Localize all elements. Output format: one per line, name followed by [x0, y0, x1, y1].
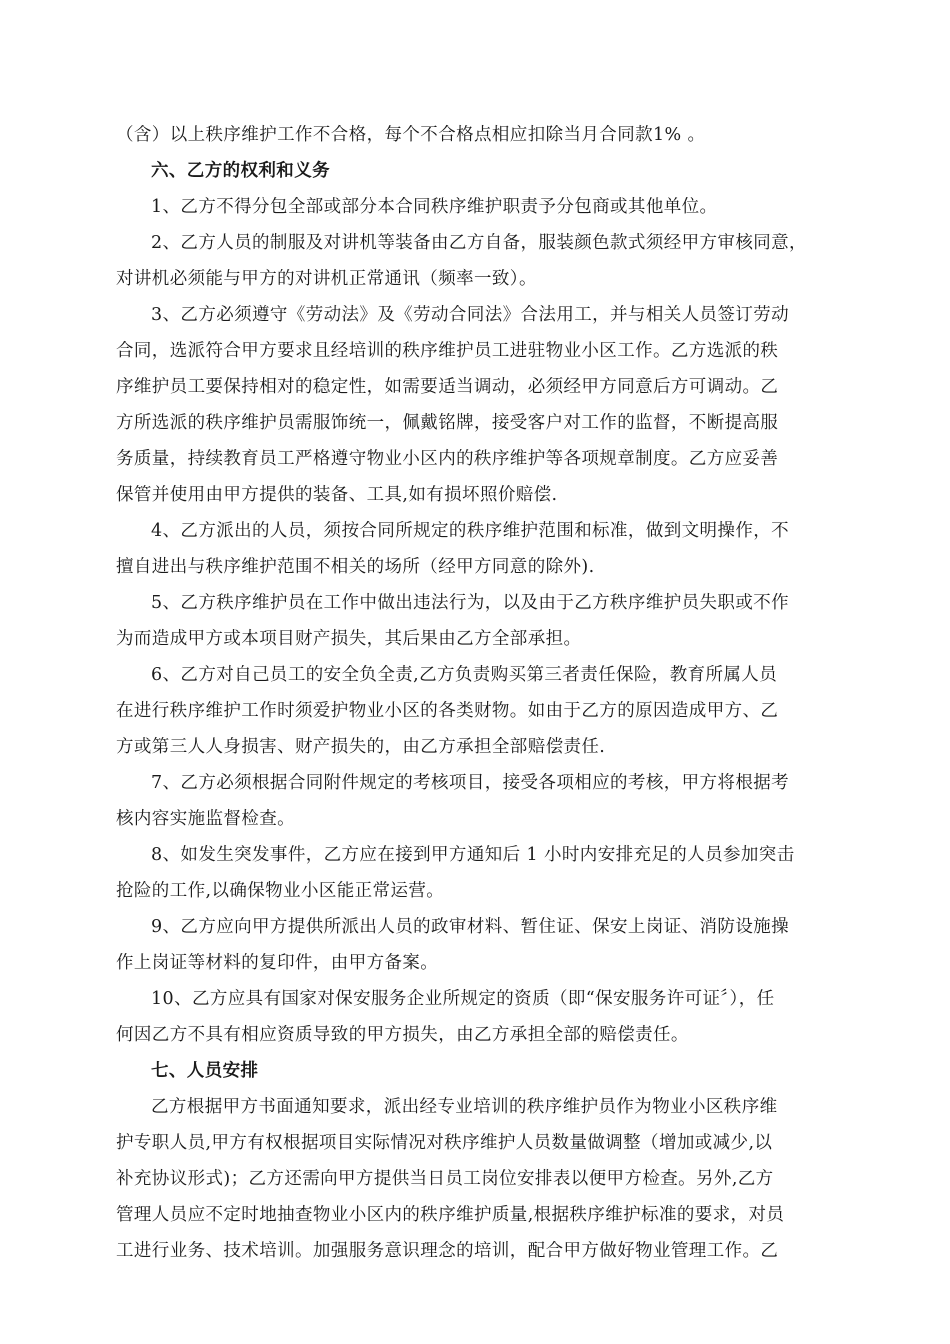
paragraph-line: 何因乙方不具有相应资质导致的甲方损失，由乙方承担全部的赔偿责任。: [116, 1025, 689, 1045]
paragraph-line: 在进行秩序维护工作时须爱护物业小区的各类财物。如由于乙方的原因造成甲方、乙: [116, 701, 779, 721]
paragraph-line: 工进行业务、技术培训。加强服务意识理念的培训，配合甲方做好物业管理工作。乙: [116, 1241, 779, 1261]
paragraph-line: 管理人员应不定时地抽查物业小区内的秩序维护质量,根据秩序维护标准的要求，对员: [116, 1205, 785, 1225]
document-body: [116, 117, 838, 1269]
paragraph-line: 5、乙方秩序维护员在工作中做出违法行为，以及由于乙方秩序维护员失职或不作: [151, 593, 790, 613]
section-heading: 六、乙方的权利和义务: [151, 161, 330, 181]
paragraph-line: 合同，选派符合甲方要求且经培训的秩序维护员工进驻物业小区工作。乙方选派的秩: [116, 341, 779, 361]
paragraph-line: 9、乙方应向甲方提供所派出人员的政审材料、暂住证、保安上岗证、消防设施操: [151, 917, 790, 937]
paragraph-line: 方或第三人人身损害、财产损失的，由乙方承担全部赔偿责任.: [116, 737, 606, 757]
paragraph-line: 7、乙方必须根据合同附件规定的考核项目，接受各项相应的考核，甲方将根据考: [151, 773, 790, 793]
paragraph-line: 擅自进出与秩序维护范围不相关的场所（经甲方同意的除外).: [116, 557, 595, 577]
paragraph-line: 1、乙方不得分包全部或部分本合同秩序维护职责予分包商或其他单位。: [151, 197, 718, 217]
paragraph-line: 乙方根据甲方书面通知要求，派出经专业培训的秩序维护员作为物业小区秩序维: [151, 1097, 778, 1117]
paragraph-line: 核内容实施监督检查。: [116, 809, 295, 829]
paragraph-line: 务质量，持续教育员工严格遵守物业小区内的秩序维护等各项规章制度。乙方应妥善: [116, 449, 779, 469]
paragraph-line: 护专职人员,甲方有权根据项目实际情况对秩序维护人员数量做调整（增加或减少,以: [116, 1133, 773, 1153]
paragraph-line: 2、乙方人员的制服及对讲机等装备由乙方自备，服装颜色款式须经甲方审核同意，: [151, 233, 807, 253]
section-heading: 七、人员安排: [151, 1061, 259, 1081]
paragraph-line: 6、乙方对自己员工的安全负全责,乙方负责购买第三者责任保险，教育所属人员: [151, 665, 778, 685]
paragraph-line: 保管并使用由甲方提供的装备、工具,如有损坏照价赔偿.: [116, 485, 558, 505]
paragraph-line: 对讲机必须能与甲方的对讲机正常通讯（频率一致）。: [116, 269, 537, 289]
paragraph-line: 3、乙方必须遵守《劳动法》及《劳动合同法》合法用工，并与相关人员签订劳动: [151, 305, 790, 325]
paragraph-line: 方所选派的秩序维护员需服饰统一，佩戴铭牌，接受客户对工作的监督，不断提高服: [116, 413, 779, 433]
paragraph-line: 10、乙方应具有国家对保安服务企业所规定的资质（即“保安服务许可证〞），任: [151, 989, 775, 1009]
paragraph-line: （含）以上秩序维护工作不合格，每个不合格点相应扣除当月合同款1% 。: [116, 125, 706, 145]
paragraph-line: 抢险的工作,以确保物业小区能正常运营。: [116, 881, 445, 901]
paragraph-line: 序维护员工要保持相对的稳定性，如需要适当调动，必须经甲方同意后方可调动。乙: [116, 377, 779, 397]
paragraph-line: 8、如发生突发事件，乙方应在接到甲方通知后 1 小时内安排充足的人员参加突击: [151, 845, 795, 865]
paragraph-line: 补充协议形式)；乙方还需向甲方提供当日员工岗位安排表以便甲方检查。另外,乙方: [116, 1169, 774, 1189]
paragraph-line: 作上岗证等材料的复印件，由甲方备案。: [116, 953, 439, 973]
paragraph-line: 4、乙方派出的人员，须按合同所规定的秩序维护范围和标准，做到文明操作，不: [151, 521, 790, 541]
paragraph-line: 为而造成甲方或本项目财产损失，其后果由乙方全部承担。: [116, 629, 582, 649]
